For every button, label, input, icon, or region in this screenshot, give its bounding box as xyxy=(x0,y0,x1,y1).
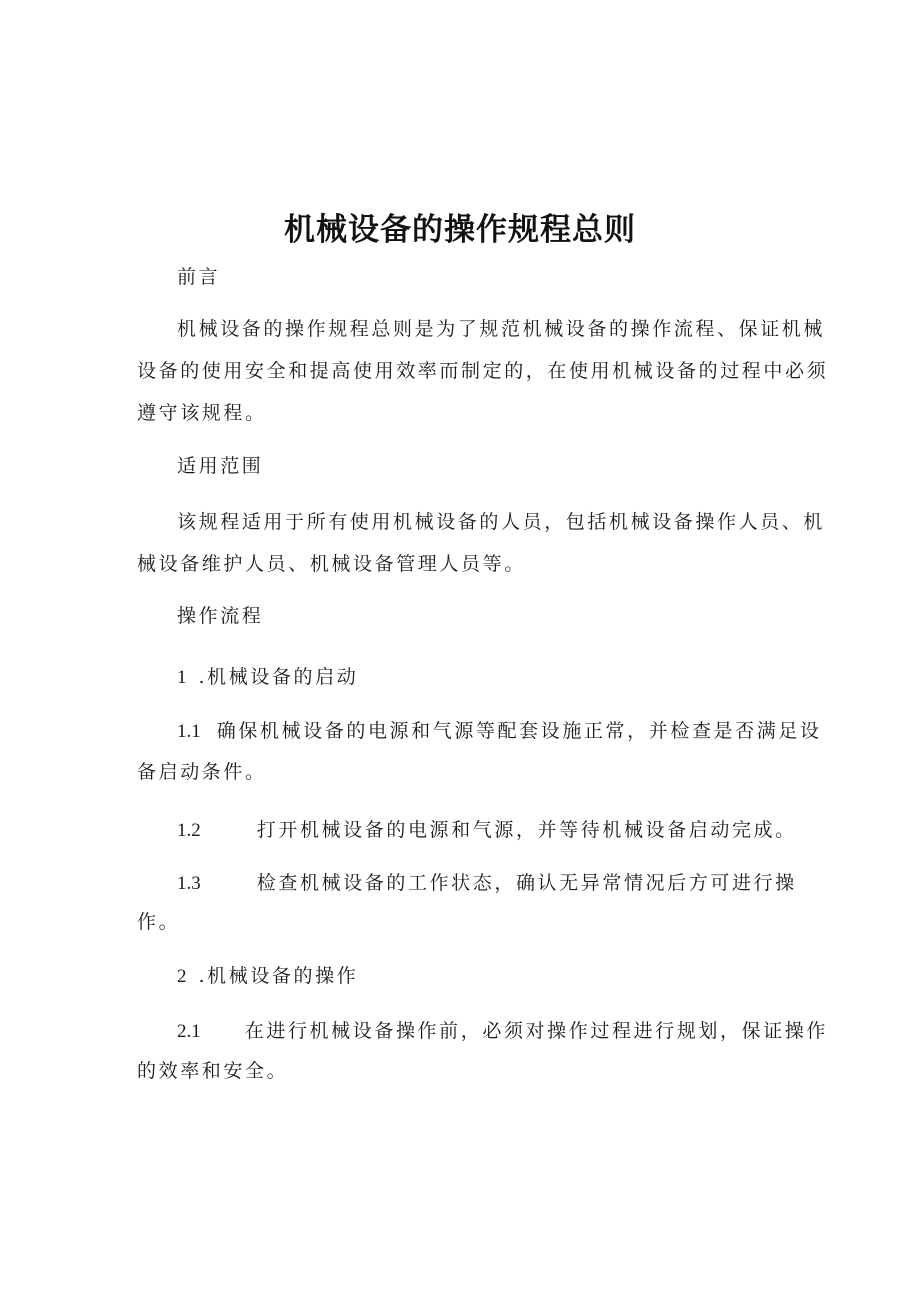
section-number: 2 xyxy=(177,966,187,987)
section-number: 1 xyxy=(177,667,187,688)
item-1-2 xyxy=(177,816,797,845)
item-2-1-continuation: 的效率和安全。 xyxy=(137,1060,289,1082)
section-title: .机械设备的启动 xyxy=(198,666,359,688)
process-heading: 操作流程 xyxy=(177,605,264,627)
item-number: 1.1 xyxy=(177,721,201,742)
item-number: 1.3 xyxy=(177,873,201,894)
item-text: 确保机械设备的电源和气源等配套设施正常，并检查是否满足设 xyxy=(216,720,822,742)
scope-heading: 适用范围 xyxy=(177,455,264,477)
item-2-1 xyxy=(177,1017,828,1046)
item-1-1 xyxy=(177,717,822,746)
item-1-3 xyxy=(177,869,797,898)
scope-line: 械设备维护人员、机械设备管理人员等。 xyxy=(137,553,526,575)
item-text: 检查机械设备的工作状态，确认无异常情况后方可进行操 xyxy=(256,872,797,894)
scope-line: 该规程适用于所有使用机械设备的人员，包括机械设备操作人员、机 xyxy=(177,511,826,533)
section-1-heading xyxy=(177,663,358,692)
preface-heading: 前言 xyxy=(177,266,221,288)
item-1-3-continuation: 作。 xyxy=(137,911,181,933)
preface-line: 机械设备的操作规程总则是为了规范机械设备的操作流程、保证机械 xyxy=(177,318,826,340)
item-text: 在进行机械设备操作前，必须对操作过程进行规划，保证操作 xyxy=(244,1020,828,1042)
item-number: 2.1 xyxy=(177,1021,201,1042)
section-2-heading xyxy=(177,962,358,991)
document-title: 机械设备的操作规程总则 xyxy=(284,212,636,248)
item-number: 1.2 xyxy=(177,820,201,841)
item-1-1-continuation: 备启动条件。 xyxy=(137,761,267,783)
section-title: .机械设备的操作 xyxy=(198,965,359,987)
preface-line: 遵守该规程。 xyxy=(137,402,267,424)
preface-line: 设备的使用安全和提高使用效率而制定的，在使用机械设备的过程中必须 xyxy=(137,360,829,382)
item-text: 打开机械设备的电源和气源，并等待机械设备启动完成。 xyxy=(256,819,797,841)
